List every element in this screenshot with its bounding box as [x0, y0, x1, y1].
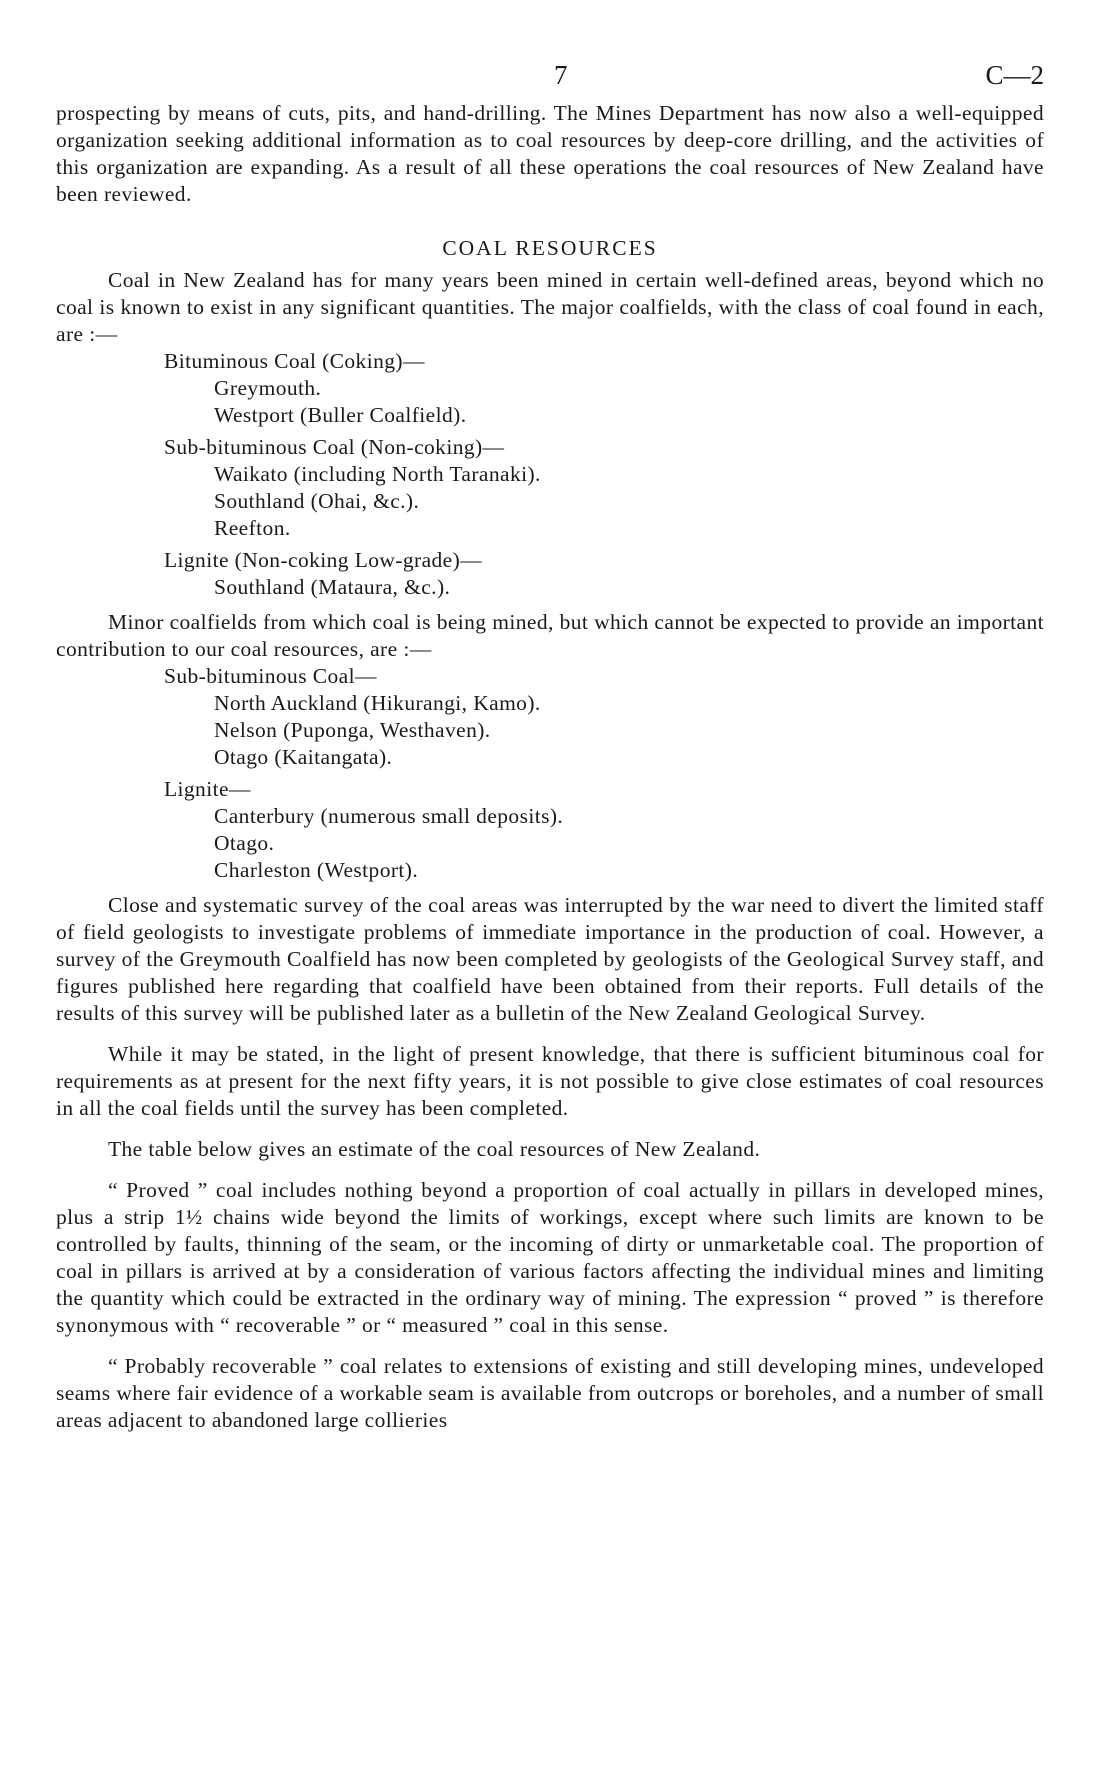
coalfield-item: Otago (Kaitangata). — [214, 745, 393, 769]
coalfield-item: Nelson (Puponga, Westhaven). — [214, 718, 491, 742]
table-intro-paragraph: The table below gives an estimate of the coal resources of New Zealand. — [108, 1137, 761, 1161]
proved-coal-paragraph: “ Proved ” coal includes nothing beyond a proportion of coal actually in pillars in developed mines, plus a strip 1½ chains wide beyond the limits of workings, except where such limits are known to be controlled by faults, thinning of the seam, or the incoming of dirty or unmarketable coal. The proportion of coal in pillars is arrived at by a consideration of various factors affecting the individual mines and limiting the quantity which could be extracted in the ordinary way of mining. The expression “ proved ” is therefore synonymous with “ recoverable ” or “ measured ” coal in this sense. — [56, 1178, 1044, 1337]
coalfield-item: Southland (Mataura, &c.). — [214, 575, 451, 599]
survey-paragraph: Close and systematic survey of the coal areas was interrupted by the war need to divert the limited staff of field geologists to investigate problems of immediate importance in the production of coal. However, a survey of the Greymouth Coalfield has now been completed by geologists of the Geological Survey staff, and figures published here regarding that coalfield have been obtained from their reports. Full details of the results of this survey will be published later as a bulletin of the New Zealand Geological Survey. — [56, 893, 1044, 1025]
coal-class-group — [56, 663, 1044, 771]
coalfield-item: Canterbury (numerous small deposits). — [214, 804, 564, 828]
document-reference: C—2 — [985, 60, 1044, 90]
coalfield-item: Charleston (Westport). — [214, 858, 419, 882]
coalfield-item: North Auckland (Hikurangi, Kamo). — [214, 691, 541, 715]
coal-class-group — [56, 776, 1044, 884]
major-coalfields-list — [56, 348, 1044, 601]
coal-class-title: Sub-bituminous Coal (Non-coking)— — [164, 435, 505, 459]
coal-class-title: Sub-bituminous Coal— — [164, 664, 377, 688]
coalfield-item: Greymouth. — [214, 376, 322, 400]
coalfield-item: Otago. — [214, 831, 275, 855]
coal-class-group — [56, 434, 1044, 542]
page-number: 7 — [554, 60, 568, 90]
estimates-paragraph: While it may be stated, in the light of present knowledge, that there is sufficient bituminous coal for requirements as at present for the next fifty years, it is not possible to give close estimates of coal resources in all the coal fields until the survey has been completed. — [56, 1042, 1044, 1120]
intro-paragraph: prospecting by means of cuts, pits, and hand-drilling. The Mines Department has now also a well-equipped organization seeking additional information as to coal resources by deep-core drilling, and the activities of this organization are expanding. As a result of all these operations the coal resources of New Zealand have been reviewed. — [56, 101, 1044, 206]
coal-class-group — [56, 547, 1044, 601]
coalfield-item: Southland (Ohai, &c.). — [214, 489, 420, 513]
minor-coalfields-list — [56, 663, 1044, 884]
major-coalfields-intro: Coal in New Zealand has for many years been mined in certain well-defined areas, beyond which no coal is known to exist in any significant quantities. The major coalfields, with the class of coal found in each, are :— — [56, 268, 1044, 346]
coal-class-title: Bituminous Coal (Coking)— — [164, 349, 425, 373]
section-heading: COAL RESOURCES — [442, 236, 658, 260]
coalfield-item: Westport (Buller Coalfield). — [214, 403, 467, 427]
coal-class-title: Lignite (Non-coking Low-grade)— — [164, 548, 483, 572]
coal-class-group — [56, 348, 1044, 429]
coal-class-title: Lignite— — [164, 777, 251, 801]
coalfield-item: Reefton. — [214, 516, 291, 540]
minor-coalfields-intro: Minor coalfields from which coal is being mined, but which cannot be expected to provide an important contribution to our coal resources, are :— — [56, 610, 1044, 661]
coalfield-item: Waikato (including North Taranaki). — [214, 462, 541, 486]
page-header — [56, 60, 1044, 100]
document-page — [56, 60, 1044, 1434]
probably-recoverable-paragraph: “ Probably recoverable ” coal relates to extensions of existing and still developing mines, undeveloped seams where fair evidence of a workable seam is available from outcrops or boreholes, and a number of small areas adjacent to abandoned large collieries — [56, 1354, 1044, 1432]
